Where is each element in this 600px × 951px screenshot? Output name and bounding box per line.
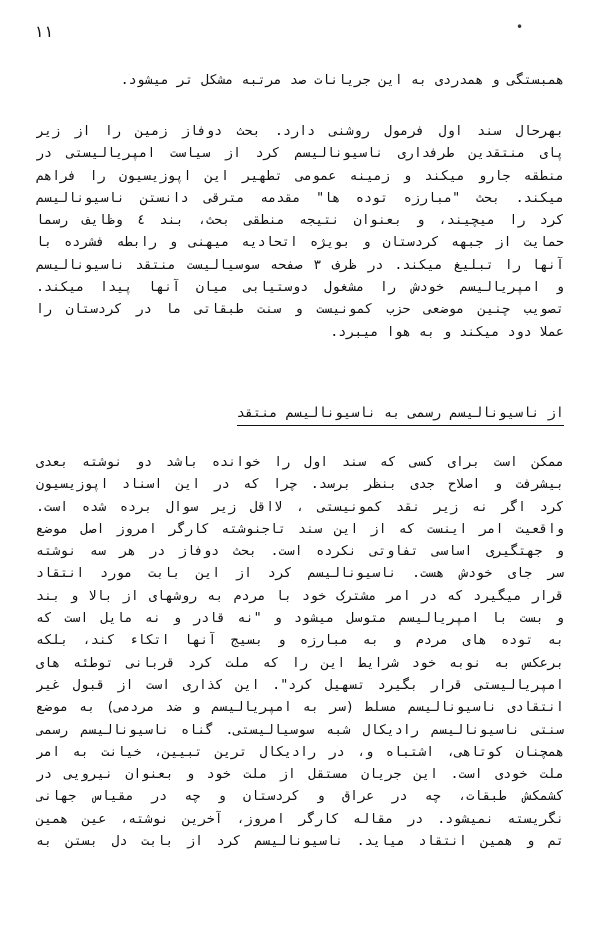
paragraph-line: تصویب چنین موضعی حزب کمونیست و سنت طبقاتی ما در کردستان را bbox=[36, 302, 564, 318]
paragraph-2 bbox=[36, 121, 564, 344]
paragraph-line: پای منتقدین طرفداری ناسیونالیسم کرد از سیاست امپریالیستی در bbox=[36, 146, 564, 162]
paragraph-line: به توده های مردم و به مبارزه و بسیج آنها اتکاء کند، بلکه bbox=[36, 633, 564, 649]
paragraph-line: تم و همین انتقاد میاید. ناسیونالیسم کرد از بابت دل بستن به bbox=[36, 834, 564, 850]
paragraph-line: و جهتگیری اساسی تفاوتی نکرده است. بحث دوفاز در هر سه نوشته bbox=[36, 544, 564, 560]
paragraph-line: برعکس به نوبه خود شرایط این را که ملت کرد قربانی توطئه های bbox=[36, 655, 564, 671]
paragraph-line: و بست با امپریالیسم متوسل میشود و "نه قادر و نه مایل است که bbox=[36, 611, 564, 627]
paragraph-line: امپریالیستی قرار بگیرد تسهیل کرد". این کذاری است از قبول غیر bbox=[36, 677, 564, 693]
paragraph-line: عملا دود میکند و به هوا میبرد. bbox=[330, 324, 564, 340]
paragraph-line: انتقادی ناسیونالیسم مسلط (سر به امپریالیسم و ضد مردمی) به موضع bbox=[36, 700, 564, 716]
paragraph-line: واقعیت امر اینست که از این سند تاجنوشته کارگر امروز اصل موضع bbox=[36, 521, 564, 537]
page-number: ۱۱ bbox=[34, 22, 54, 41]
paragraph-line: منطقه جارو میکند و زمینه عمومی تطهیر این اپوزیسیون را فراهم bbox=[36, 168, 564, 184]
paragraph-line: بیشرفت و اصلاح جدی بنظر برسد. چرا که در این اسناد اپوزیسیون bbox=[36, 477, 564, 493]
section-heading: از ناسیونالیسم رسمی به ناسیونالیسم منتقد bbox=[237, 402, 564, 426]
paragraph-line: کرد اگر نه زیر نقد کمونیستی ، لااقل زیر سوال برده شده است. bbox=[36, 499, 564, 515]
paragraph-line: ملت خودی است. این جریان مستقل از ملت خود و بعنوان نیرویی در bbox=[36, 767, 564, 783]
paragraph-line: میکند. بحث "مبارزه توده ها" مقدمه مترقی دانستن ناسیونالیسم bbox=[36, 190, 564, 206]
paragraph-line: کشمکش طبقات، چه در عراق و کردستان و چه در مقیاس جهانی bbox=[36, 789, 564, 805]
paragraph-line: سنتی ناسیونالیسم رادیکال شبه سوسیالیستی. گناه ناسیونالیسم رسمی bbox=[36, 722, 564, 738]
paragraph-line: همبستگی و همدردی به این جریانات صد مرتبه مشکل تر میشود. bbox=[120, 73, 564, 88]
paragraph-line: ممکن است برای کسی که سند اول را خوانده باشد دو نوشته بعدی bbox=[36, 455, 564, 470]
paragraph-line: سر جای خودش هست. ناسیونالیسم کرد از این بابت مورد انتقاد bbox=[36, 566, 564, 582]
corner-mark: • bbox=[516, 20, 524, 34]
paragraph-line: آنها را تبلیغ میکند. در ظرف ۳ صفحه سوسیالیست منتقد ناسیونالیسم bbox=[36, 257, 564, 273]
paragraph-line: همچنان کوتاهی، اشتباه و، در رادیکال ترین تبیین، خیانت به امر bbox=[36, 744, 564, 760]
paragraph-line: حمایت از جبهه کردستان و بویژه اتحادیه میهنی و رابطه فشرده با bbox=[36, 235, 564, 251]
paragraph-1 bbox=[36, 70, 564, 92]
paragraph-line: و امپریالیسم خودش را مشغول دوستیابی میان آنها پیدا میکند. bbox=[36, 280, 564, 296]
paragraph-line: قرار میگیرد که در امر مشترک خود با مردم به روشهای از بالا و بند bbox=[36, 588, 564, 604]
paragraph-line: نگریسته نمیشود. در مقاله کارگر امروز، آخرین نوشته، عین همین bbox=[36, 811, 564, 827]
paragraph-line: کرد را میچیند، و بعنوان نتیجه منطقی بحث، بند ٤ وظایف رسما bbox=[36, 213, 564, 229]
paragraph-3 bbox=[36, 452, 564, 853]
paragraph-line: بهرحال سند اول فرمول روشنی دارد. بحث دوفاز زمین را از زیر bbox=[36, 124, 564, 139]
